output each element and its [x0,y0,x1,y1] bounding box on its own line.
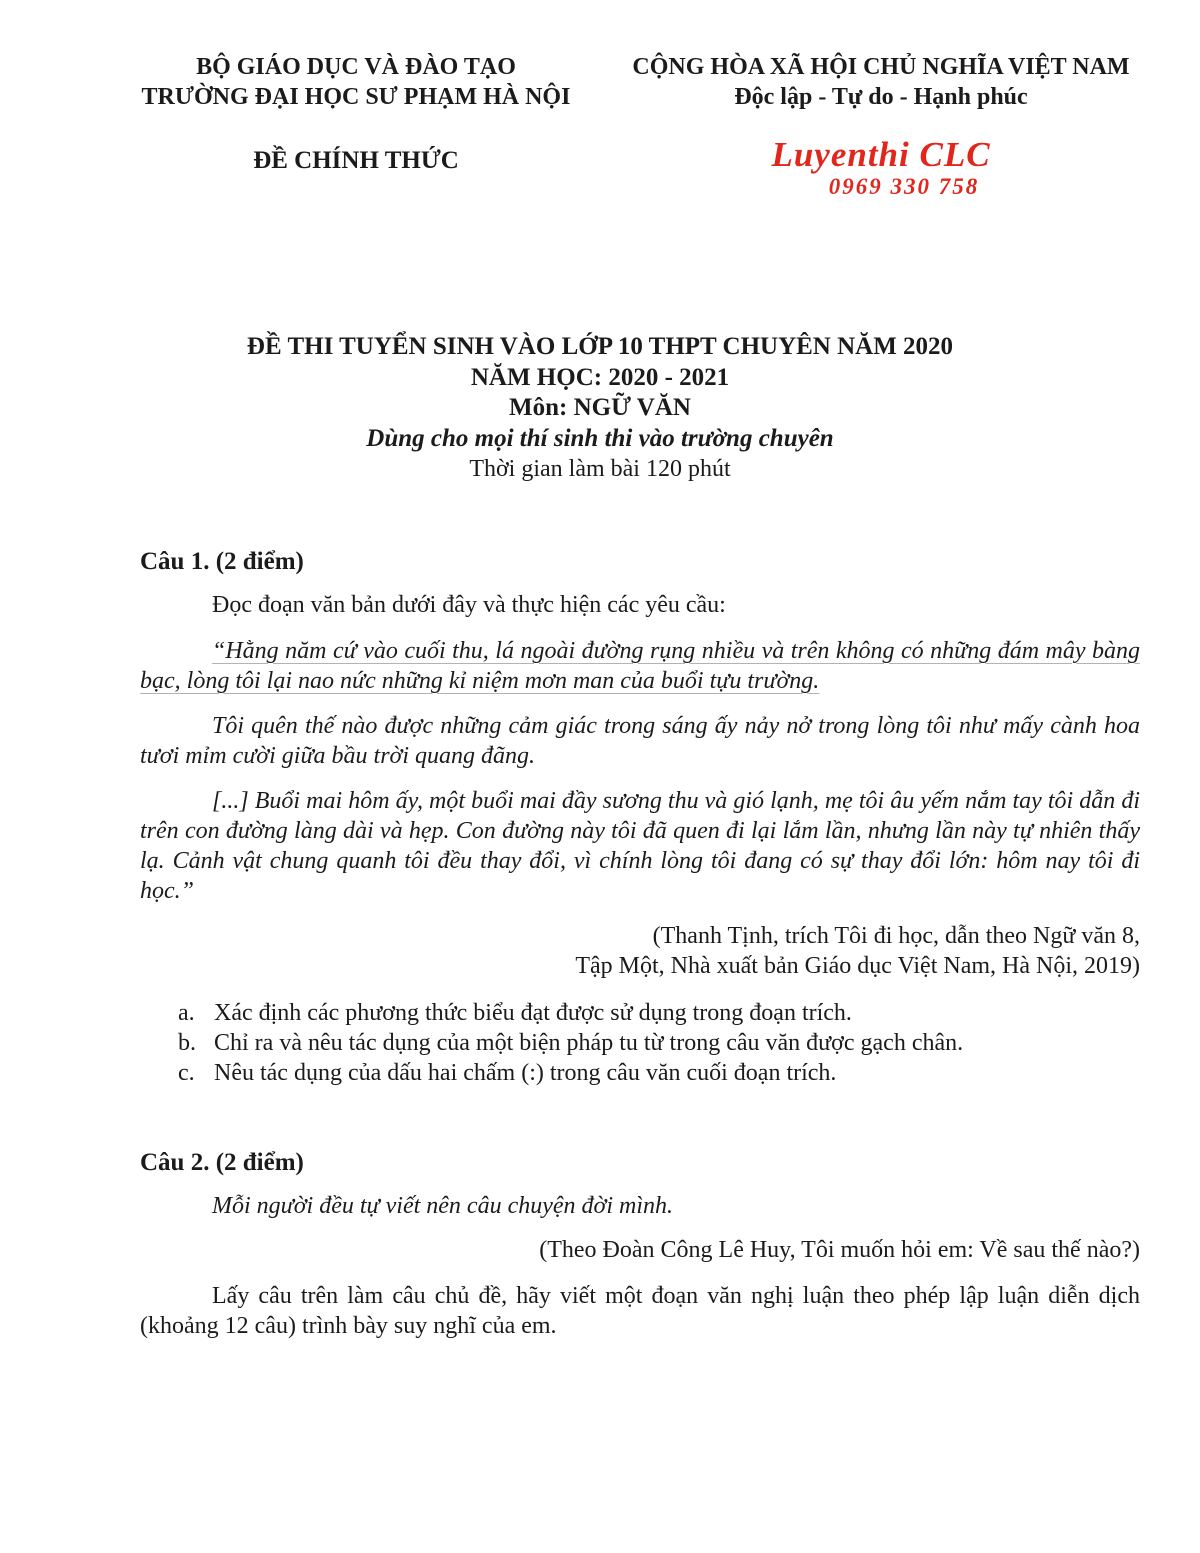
list-item-marker: c. [178,1059,195,1086]
list-item-text: Chỉ ra và nêu tác dụng của một biện pháp tu từ trong câu văn được gạch chân. [214,1029,964,1056]
brand-logo-phone: 0969 330 758 [828,174,980,199]
list-item-text: Xác định các phương thức biểu đạt được sử dụng trong đoạn trích. [214,999,852,1026]
header-right-block [602,52,1160,200]
list-item-text: Nêu tác dụng của dấu hai chấm (:) trong câu văn cuối đoạn trích. [214,1059,837,1086]
national-motto-line: Độc lập - Tự do - Hạnh phúc [734,84,1028,110]
school-year-line: NĂM HỌC: 2020 - 2021 [470,363,730,391]
question-2-quote: Mỗi người đều tự viết nên câu chuyện đời mình. [212,1192,674,1219]
subject-line: Môn: NGỮ VĂN [509,394,691,421]
document-header [0,0,1200,200]
passage-paragraph-3: [...] Buổi mai hôm ấy, một buổi mai đầy sương thu và gió lạnh, mẹ tôi âu yếm nắm tay tôi dẫn đi trên con đường làng dài và hẹp. Con đường này tôi đã quen đi lại lắm lần, nhưng lần này tự nhiên thấy lạ. Cảnh vật chung quanh tôi đều thay đổi, vì chính lòng tôi đang có sự thay đổi lớn: hôm nay tôi đi học.” [140,787,1140,904]
list-item-b [178,1028,1140,1058]
question-2-source: (Theo Đoàn Công Lê Huy, Tôi muốn hỏi em: Về sau thế nào?) [539,1236,1140,1263]
list-item-marker: b. [178,1029,196,1056]
brand-logo-name: Luyenthi CLC [771,135,991,174]
list-item-marker: a. [178,999,195,1026]
passage-paragraph-2: Tôi quên thế nào được những cảm giác trong sáng ấy nảy nở trong lòng tôi như mấy cành hoa tươi mỉm cười giữa bầu trời quang đãng. [140,712,1140,769]
question-1-heading: Câu 1. (2 điểm) [140,547,304,575]
question-1-subquestions [178,998,1140,1088]
national-title-line: CỘNG HÒA XÃ HỘI CHỦ NGHĨA VIỆT NAM [632,54,1130,80]
exam-title-block [0,332,1200,485]
list-item-a [178,998,1140,1028]
header-left-block [110,52,602,200]
underlined-sentence: “Hằng năm cứ vào cuối thu, lá ngoài đường rụng nhiều và trên không có những đám mây bàng bạc, lòng tôi lại nao nức những kỉ niệm mơn man của buổi tựu trường. [140,637,1140,694]
question-2-heading: Câu 2. (2 điểm) [140,1148,304,1176]
passage-paragraph-1 [140,636,1140,696]
exam-body [140,547,1140,1341]
exam-type-label: ĐỀ CHÍNH THỨC [253,147,459,174]
ministry-line: BỘ GIÁO DỤC VÀ ĐÀO TẠO [196,54,516,80]
exam-title: ĐỀ THI TUYỂN SINH VÀO LỚP 10 THPT CHUYÊN NĂM 2020 [246,333,954,360]
audience-note-line: Dùng cho mọi thí sinh thi vào trường chuyên [366,424,834,452]
passage-source-line-2: Tập Một, Nhà xuất bản Giáo dục Việt Nam, Hà Nội, 2019) [575,952,1140,979]
passage-source-line-1: (Thanh Tịnh, trích Tôi đi học, dẫn theo Ngữ văn 8, [652,922,1140,949]
question-2-section [140,1148,1140,1341]
question-2-task: Lấy câu trên làm câu chủ đề, hãy viết một đoạn văn nghị luận theo phép lập luận diễn dịch (khoảng 12 câu) trình bày suy nghĩ của em. [140,1282,1140,1339]
university-line: TRƯỜNG ĐẠI HỌC SƯ PHẠM HÀ NỘI [141,84,571,110]
list-item-c [178,1058,1140,1088]
question-1-section [140,547,1140,1088]
brand-logo [602,136,1160,200]
passage-source [140,921,1140,981]
question-1-intro: Đọc đoạn văn bản dưới đây và thực hiện các yêu cầu: [212,591,726,618]
duration-line: Thời gian làm bài 120 phút [469,456,731,482]
